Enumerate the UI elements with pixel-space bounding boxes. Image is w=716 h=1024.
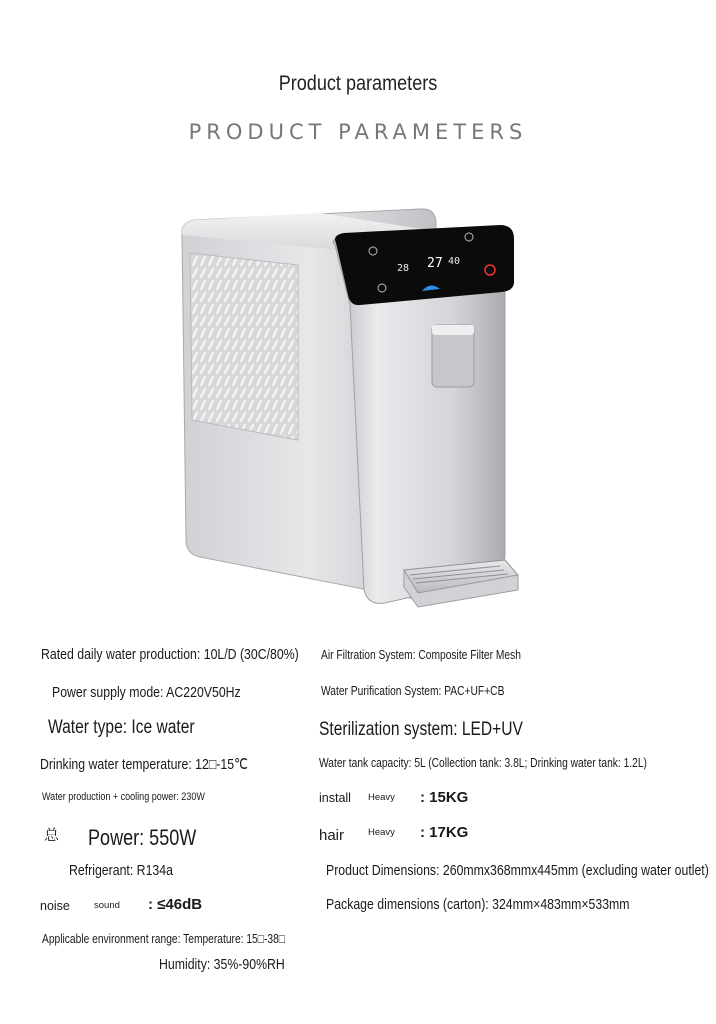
spec-humidity: Humidity: 35%-90%RH bbox=[159, 956, 285, 973]
water-dispenser-image bbox=[160, 195, 530, 625]
spec-install-heavy: Heavy bbox=[368, 792, 395, 803]
spec-noise-label: noise bbox=[40, 899, 70, 913]
spec-hair-heavy: Heavy bbox=[368, 827, 395, 838]
spec-hair-value: : 17KG bbox=[420, 824, 469, 841]
spec-water-type: Water type: Ice water bbox=[48, 717, 195, 738]
spec-air-filtration: Air Filtration System: Composite Filter Mesh bbox=[321, 648, 521, 662]
spec-install-value: : 15KG bbox=[420, 789, 469, 806]
spec-power: Power: 550W bbox=[88, 825, 197, 850]
spec-env-range: Applicable environment range: Temperature: 15□-38□ bbox=[42, 932, 285, 946]
display-temp-center: 27 bbox=[427, 256, 443, 271]
display-temp-left: 28 bbox=[397, 263, 410, 274]
page-title: Product parameters bbox=[278, 72, 438, 95]
spec-tank-capacity: Water tank capacity: 5L (Collection tank: 3.8L; Drinking water tank: 1.2L) bbox=[319, 756, 647, 770]
spec-rated-production: Rated daily water production: 10L/D (30C/80%) bbox=[41, 646, 299, 663]
spec-product-dims: Product Dimensions: 260mmx368mmx445mm (excluding water outlet) bbox=[326, 862, 709, 879]
spec-hair-label: hair bbox=[319, 827, 345, 844]
page-subtitle: PRODUCT PARAMETERS bbox=[188, 120, 528, 144]
spec-noise-label-sound: sound bbox=[94, 900, 120, 911]
spec-cooling-power: Water production + cooling power: 230W bbox=[42, 791, 205, 803]
spec-refrigerant: Refrigerant: R134a bbox=[69, 862, 173, 879]
spec-sterilization: Sterilization system: LED+UV bbox=[319, 719, 523, 740]
spec-install-label: install bbox=[319, 791, 351, 805]
spec-package-dims: Package dimensions (carton): 324mm×483mm×533mm bbox=[326, 896, 630, 913]
spec-drinking-temp: Drinking water temperature: 12□-15℃ bbox=[40, 756, 248, 773]
spec-purification: Water Purification System: PAC+UF+CB bbox=[321, 684, 505, 698]
spec-noise-value: : ≤46dB bbox=[148, 896, 203, 913]
spec-power-supply: Power supply mode: AC220V50Hz bbox=[52, 684, 241, 701]
display-temp-right: 40 bbox=[448, 256, 461, 267]
spec-total-char: 总 bbox=[44, 827, 60, 844]
